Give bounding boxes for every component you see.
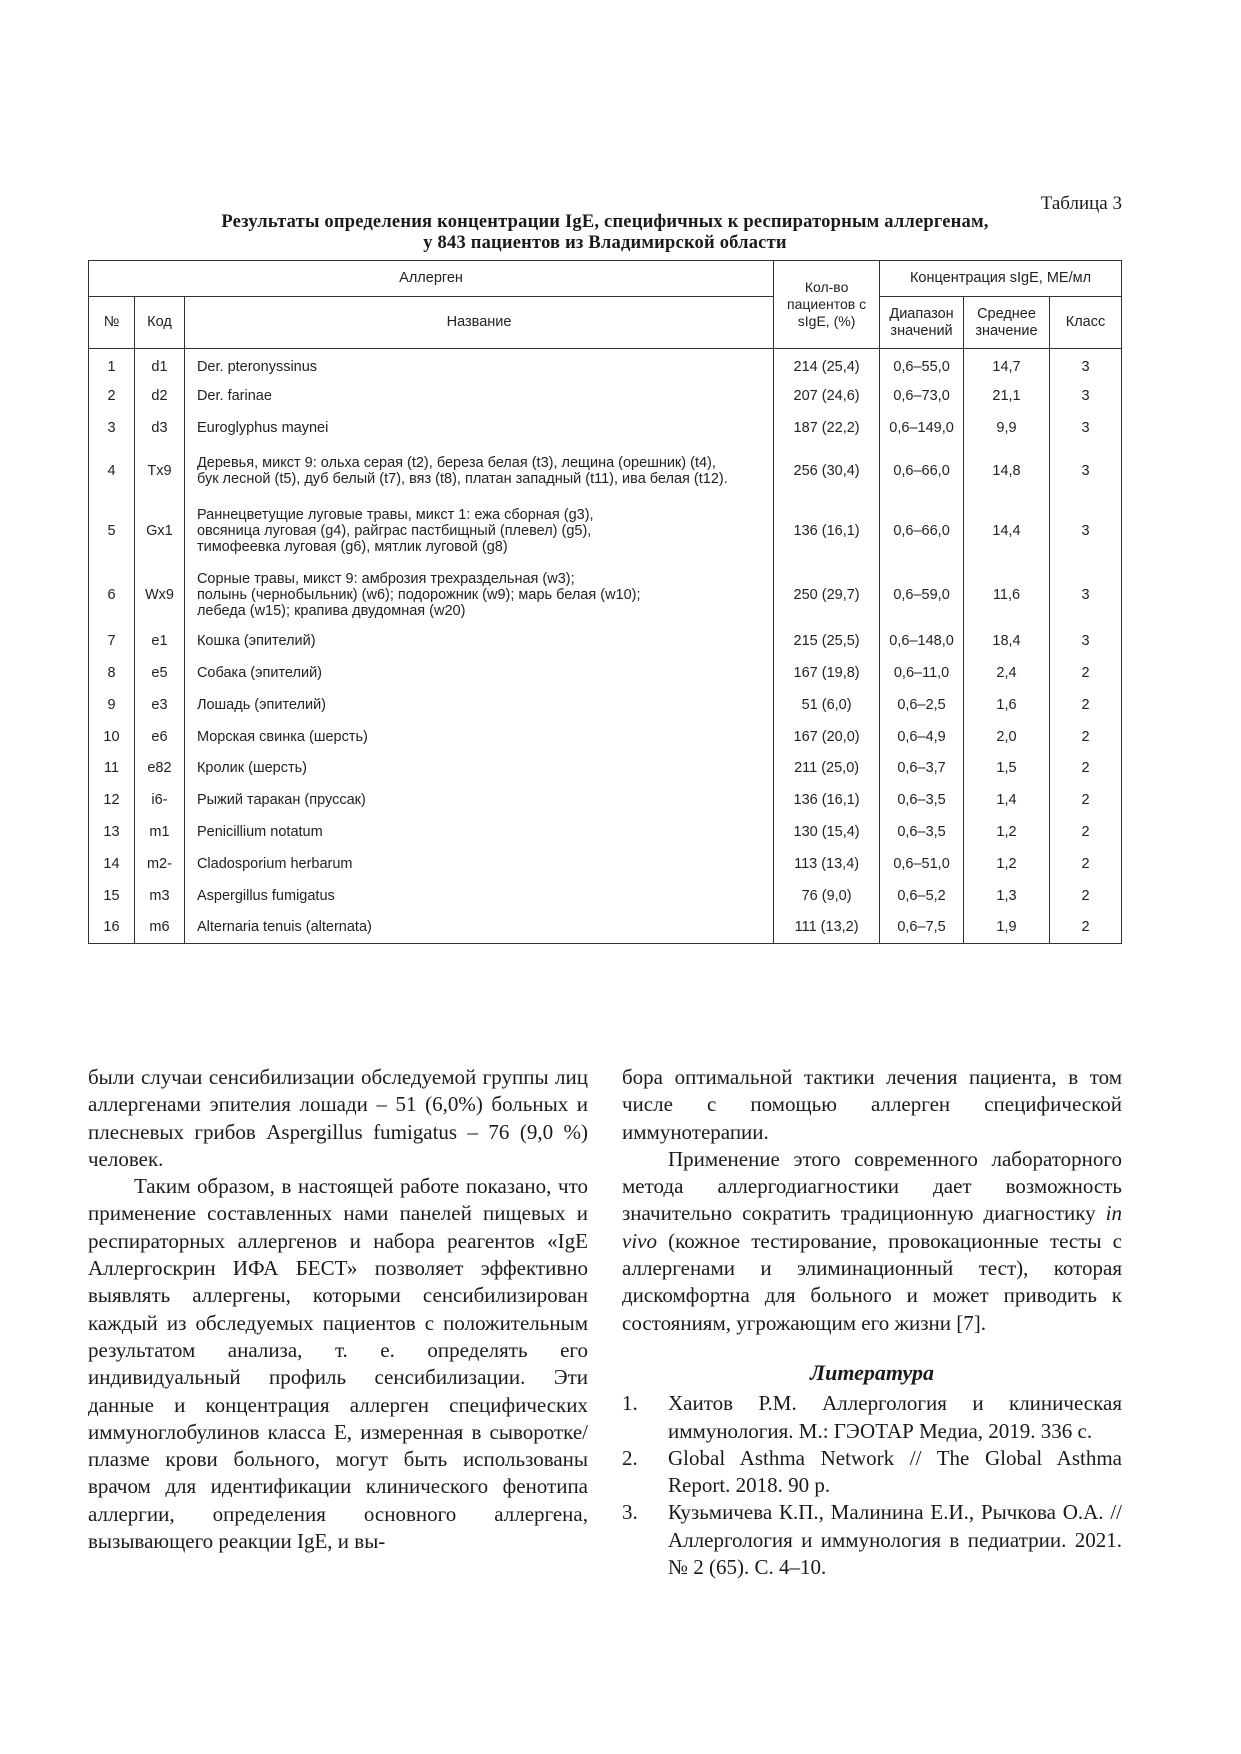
cell-code: Tx9 <box>134 444 184 499</box>
cell-count: 256 (30,4) <box>774 444 880 499</box>
cell-range: 0,6–149,0 <box>880 412 964 444</box>
cell-code: m2- <box>134 848 184 881</box>
cell-count: 207 (24,6) <box>774 381 880 412</box>
left-paragraph-2: Таким образом, в настоящей работе показано, что применение составленных нами панелей пищевых и респираторных аллергенов и набора реагентов «IgE Аллергоскрин ИФА БЕСТ» позволяет эффективно выявлять аллергены, которыми сенсибилизирован каждый из обследуемых пациентов с положительным результатом анализа, т. е. определять его индивидуальный профиль сенсибилизации. Эти данные и концентрация аллерген специфических иммуноглобулинов класса Е, измеренная в сыворотке/плазме крови больного, могут быть использованы врачом для идентификации клинического фенотипа аллергии, определения основного аллергена, вызывающего реакции IgE, и вы- <box>88 1174 588 1554</box>
cell-name: Рыжий таракан (пруссак) <box>184 784 773 817</box>
cell-name <box>184 499 773 564</box>
cell-class: 3 <box>1050 381 1122 412</box>
table-title-line-2: у 843 пациентов из Владимирской области <box>423 233 787 253</box>
right-paragraph-2-end: (кожное тестирование, провокационные тесты с аллергенами и элиминационный тест), которая дискомфортна для больного и может приводить к состояниям, угрожающим его жизни [7]. <box>622 1228 1122 1335</box>
cell-range: 0,6–3,7 <box>880 753 964 784</box>
cell-range: 0,6–4,9 <box>880 721 964 753</box>
cell-code: d2 <box>134 381 184 412</box>
cell-code: m1 <box>134 817 184 848</box>
cell-code: Wx9 <box>134 564 184 626</box>
cell-name-line: Раннецветущие луговые травы, микст 1: ежа сборная (g3), <box>196 507 594 523</box>
cell-num: 15 <box>89 881 135 912</box>
table-row <box>89 848 1122 881</box>
cell-mean: 21,1 <box>964 381 1050 412</box>
table-row <box>89 753 1122 784</box>
cell-num: 10 <box>89 721 135 753</box>
cell-name-line: тимофеевка луговая (g6), мятлик луговой (g8) <box>196 539 508 555</box>
cell-mean: 1,2 <box>964 817 1050 848</box>
reference-text: Global Asthma Network // The Global Asthma Report. 2018. 90 p. <box>668 1445 1122 1498</box>
cell-name-line: бук лесной (t5), дуб белый (t7), вяз (t8), платан западный (t11), ива белая (t12). <box>196 471 728 487</box>
cell-range: 0,6–3,5 <box>880 784 964 817</box>
table-row <box>89 444 1122 499</box>
cell-count: 136 (16,1) <box>774 499 880 564</box>
cell-code: d1 <box>134 349 184 381</box>
cell-class: 2 <box>1050 784 1122 817</box>
cell-name: Penicillium notatum <box>184 817 773 848</box>
reference-item <box>622 1390 1122 1445</box>
table-row <box>89 721 1122 753</box>
right-paragraph-2-start: Применение этого современного лабораторного метода аллергодиагностики дает возможность значительно сократить традиционную диагностику <box>622 1146 1122 1226</box>
cell-class: 2 <box>1050 657 1122 689</box>
cell-name: Кролик (шерсть) <box>184 753 773 784</box>
cell-num: 6 <box>89 564 135 626</box>
allergen-results-table <box>88 260 1122 944</box>
cell-code: m6 <box>134 912 184 944</box>
cell-num: 7 <box>89 626 135 657</box>
cell-class: 2 <box>1050 721 1122 753</box>
cell-mean: 1,2 <box>964 848 1050 881</box>
table-row <box>89 912 1122 944</box>
cell-code: e6 <box>134 721 184 753</box>
table-row <box>89 499 1122 564</box>
table-row <box>89 349 1122 381</box>
cell-name <box>184 564 773 626</box>
references-title: Литература <box>810 1359 934 1385</box>
cell-name-line: Деревья, микст 9: ольха серая (t2), береза белая (t3), лещина (орешник) (t4), <box>196 455 716 471</box>
reference-item <box>622 1499 1122 1581</box>
cell-class: 2 <box>1050 848 1122 881</box>
header-name: Название <box>184 297 773 349</box>
left-paragraph-1: были случаи сенсибилизации обследуемой группы лиц аллергенами эпителия лошади – 51 (6,0%) больных и плесневых грибов Aspergillus fumigatus – 76 (9,0 %) человек. <box>88 1065 588 1171</box>
table-label: Таблица 3 <box>1040 193 1122 214</box>
cell-code: e3 <box>134 689 184 721</box>
cell-num: 13 <box>89 817 135 848</box>
cell-class: 3 <box>1050 499 1122 564</box>
cell-mean: 9,9 <box>964 412 1050 444</box>
cell-count: 211 (25,0) <box>774 753 880 784</box>
cell-num: 4 <box>89 444 135 499</box>
reference-text: Хаитов Р.М. Аллергология и клиническая иммунология. М.: ГЭОТАР Медиа, 2019. 336 с. <box>668 1391 1122 1443</box>
cell-range: 0,6–5,2 <box>880 881 964 912</box>
cell-count: 111 (13,2) <box>774 912 880 944</box>
cell-mean: 14,4 <box>964 499 1050 564</box>
cell-name: Кошка (эпителий) <box>184 626 773 657</box>
cell-mean: 1,9 <box>964 912 1050 944</box>
header-allergen: Аллерген <box>89 261 774 297</box>
cell-name: Собака (эпителий) <box>184 657 773 689</box>
reference-item <box>622 1445 1122 1500</box>
cell-count: 214 (25,4) <box>774 349 880 381</box>
cell-range: 0,6–148,0 <box>880 626 964 657</box>
cell-count: 51 (6,0) <box>774 689 880 721</box>
cell-num: 2 <box>89 381 135 412</box>
cell-class: 3 <box>1050 626 1122 657</box>
cell-name: Der. pteronyssinus <box>184 349 773 381</box>
cell-mean: 2,4 <box>964 657 1050 689</box>
cell-num: 5 <box>89 499 135 564</box>
cell-num: 11 <box>89 753 135 784</box>
cell-count: 76 (9,0) <box>774 881 880 912</box>
cell-name: Лошадь (эпителий) <box>184 689 773 721</box>
cell-mean: 14,8 <box>964 444 1050 499</box>
cell-class: 3 <box>1050 444 1122 499</box>
cell-count: 187 (22,2) <box>774 412 880 444</box>
cell-class: 2 <box>1050 912 1122 944</box>
cell-range: 0,6–2,5 <box>880 689 964 721</box>
cell-num: 1 <box>89 349 135 381</box>
right-paragraph-1: бора оптимальной тактики лечения пациента, в том числе с помощью аллерген специфической иммунотерапии. <box>622 1065 1122 1144</box>
table-row <box>89 381 1122 412</box>
cell-range: 0,6–55,0 <box>880 349 964 381</box>
cell-class: 2 <box>1050 689 1122 721</box>
table-row <box>89 626 1122 657</box>
cell-range: 0,6–73,0 <box>880 381 964 412</box>
cell-num: 3 <box>89 412 135 444</box>
table-row <box>89 784 1122 817</box>
cell-name: Aspergillus fumigatus <box>184 881 773 912</box>
in-vivo-term: in vivo <box>622 1201 1122 1253</box>
cell-range: 0,6–59,0 <box>880 564 964 626</box>
cell-num: 8 <box>89 657 135 689</box>
cell-code: Gx1 <box>134 499 184 564</box>
cell-class: 2 <box>1050 753 1122 784</box>
cell-range: 0,6–11,0 <box>880 657 964 689</box>
reference-number: 2. <box>622 1445 638 1470</box>
cell-class: 2 <box>1050 881 1122 912</box>
cell-mean: 2,0 <box>964 721 1050 753</box>
cell-mean: 11,6 <box>964 564 1050 626</box>
cell-class: 3 <box>1050 564 1122 626</box>
header-num: № <box>89 297 135 349</box>
cell-count: 136 (16,1) <box>774 784 880 817</box>
text-column-right <box>622 1064 1122 1581</box>
header-class: Класс <box>1050 297 1122 349</box>
cell-count: 130 (15,4) <box>774 817 880 848</box>
cell-class: 3 <box>1050 349 1122 381</box>
table-row <box>89 657 1122 689</box>
header-mean: Среднее значение <box>964 297 1050 349</box>
cell-name-line: овсяница луговая (g4), райграс пастбищный (плевел) (g5), <box>196 523 592 539</box>
cell-num: 9 <box>89 689 135 721</box>
cell-count: 167 (19,8) <box>774 657 880 689</box>
cell-name-line: Сорные травы, микст 9: амброзия трехраздельная (w3); <box>196 570 575 587</box>
header-code: Код <box>134 297 184 349</box>
cell-code: e82 <box>134 753 184 784</box>
cell-mean: 18,4 <box>964 626 1050 657</box>
reference-number: 3. <box>622 1500 638 1525</box>
right-paragraph-2 <box>622 1146 1122 1337</box>
cell-name: Alternaria tenuis (alternata) <box>184 912 773 944</box>
cell-code: i6- <box>134 784 184 817</box>
references-list <box>622 1390 1122 1581</box>
table-row <box>89 564 1122 626</box>
cell-range: 0,6–3,5 <box>880 817 964 848</box>
cell-range: 0,6–66,0 <box>880 444 964 499</box>
cell-name: Cladosporium herbarum <box>184 848 773 881</box>
table-row <box>89 881 1122 912</box>
cell-mean: 1,6 <box>964 689 1050 721</box>
cell-name-line: полынь (чернобыльник) (w6); подорожник (w9); марь белая (w10); <box>196 586 641 603</box>
cell-name: Euroglyphus maynei <box>184 412 773 444</box>
cell-count: 215 (25,5) <box>774 626 880 657</box>
cell-class: 2 <box>1050 817 1122 848</box>
cell-name <box>184 444 773 499</box>
header-range: Диапазон значений <box>880 297 964 349</box>
cell-num: 14 <box>89 848 135 881</box>
cell-name: Морская свинка (шерсть) <box>184 721 773 753</box>
table-row <box>89 412 1122 444</box>
cell-code: e5 <box>134 657 184 689</box>
cell-code: m3 <box>134 881 184 912</box>
cell-range: 0,6–7,5 <box>880 912 964 944</box>
cell-mean: 1,5 <box>964 753 1050 784</box>
cell-name: Der. farinae <box>184 381 773 412</box>
table-row <box>89 689 1122 721</box>
cell-mean: 1,4 <box>964 784 1050 817</box>
cell-code: e1 <box>134 626 184 657</box>
cell-mean: 14,7 <box>964 349 1050 381</box>
cell-count: 250 (29,7) <box>774 564 880 626</box>
cell-count: 167 (20,0) <box>774 721 880 753</box>
reference-number: 1. <box>622 1391 638 1416</box>
cell-range: 0,6–51,0 <box>880 848 964 881</box>
reference-text: Кузьмичева К.П., Малинина Е.И., Рычкова О.А. // Аллергология и иммунология в педиатрии. 2021. № 2 (65). С. 4–10. <box>668 1500 1122 1580</box>
cell-name-line: лебеда (w15); крапива двудомная (w20) <box>196 602 466 619</box>
cell-num: 12 <box>89 784 135 817</box>
header-patient-count: Кол-во пациентов с sIgE, (%) <box>774 261 880 349</box>
table-title <box>88 212 1122 254</box>
cell-num: 16 <box>89 912 135 944</box>
cell-class: 3 <box>1050 412 1122 444</box>
table-row <box>89 817 1122 848</box>
table-body <box>89 349 1122 944</box>
cell-count: 113 (13,4) <box>774 848 880 881</box>
cell-mean: 1,3 <box>964 881 1050 912</box>
table-title-line-1: Результаты определения концентрации IgE, специфичных к респираторным аллергенам, <box>221 212 989 232</box>
text-column-left <box>88 1064 588 1555</box>
header-concentration: Концентрация sIgE, МЕ/мл <box>880 261 1122 297</box>
cell-range: 0,6–66,0 <box>880 499 964 564</box>
cell-code: d3 <box>134 412 184 444</box>
